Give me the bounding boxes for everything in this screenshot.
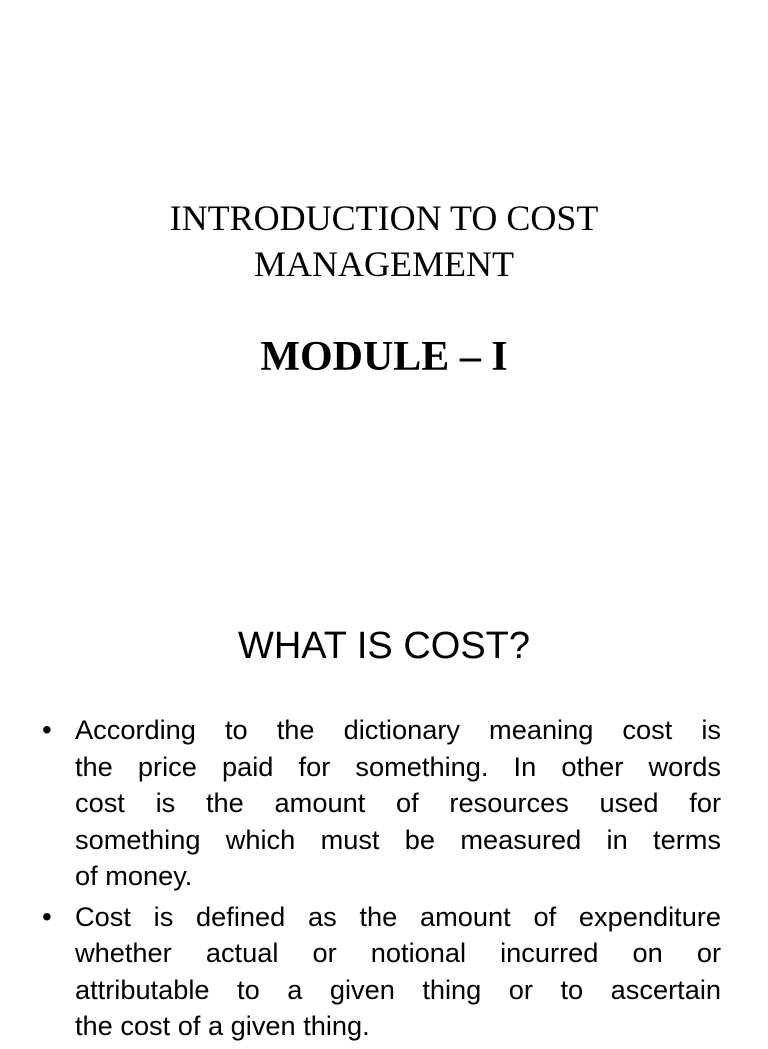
bullet-icon: • xyxy=(42,714,52,745)
bullet-list xyxy=(0,712,768,1049)
bullet-line: whether actual or notional incurred on or xyxy=(75,937,721,968)
bullet-line: something which must be measured in terms xyxy=(75,823,721,855)
bullet-line: attributable to a given thing or to ascertain xyxy=(75,973,721,1005)
module-title: MODULE – I xyxy=(260,334,508,380)
slide-heading: WHAT IS COST? xyxy=(237,625,531,667)
bullet-line: of money. xyxy=(75,860,193,891)
bullet-item-2 xyxy=(0,899,768,1045)
title-line-2: MANAGEMENT xyxy=(254,244,514,284)
bullet-line: the cost of a given thing. xyxy=(75,1010,370,1041)
slide-what-is-cost xyxy=(0,576,768,1041)
title-line-1: INTRODUCTION TO COST xyxy=(169,198,599,238)
bullet-line: Cost is defined as the amount of expenditure xyxy=(75,900,721,932)
bullet-line: the price paid for something. In other words xyxy=(75,750,721,782)
bullet-line: According to the dictionary meaning cost is xyxy=(75,714,721,745)
bullet-item-1 xyxy=(0,712,768,895)
bullet-icon: • xyxy=(42,900,52,932)
bullet-line: cost is the amount of resources used for xyxy=(75,787,721,818)
